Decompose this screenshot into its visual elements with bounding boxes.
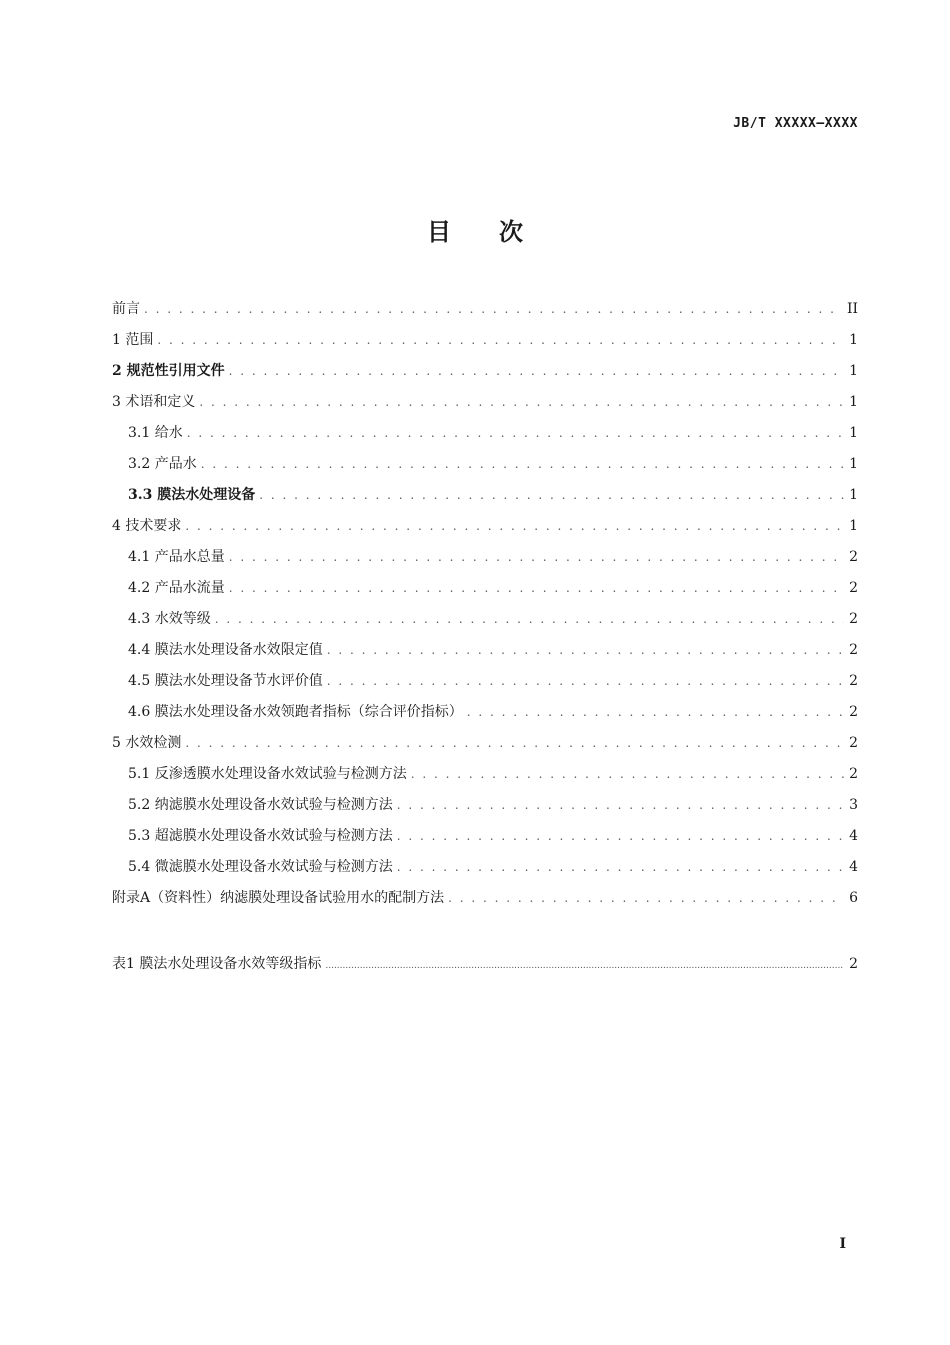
leader-dots: [411, 767, 844, 781]
toc-entry[interactable]: [112, 360, 858, 391]
toc-entry-page: 4: [849, 828, 858, 844]
toc-entry-page: 1: [849, 518, 858, 534]
table-entry-page: 2: [849, 956, 858, 972]
table-entry-label: 表1 膜法水处理设备水效等级指标: [112, 956, 322, 972]
toc-entry-label: 4.2 产品水流量: [128, 580, 225, 596]
toc-entry-label: 4.5 膜法水处理设备节水评价值: [128, 673, 323, 689]
leader-dots: [448, 891, 844, 905]
toc-entry-page: II: [846, 301, 858, 317]
toc-entry-label: 5.4 微滤膜水处理设备水效试验与检测方法: [128, 859, 393, 875]
toc-entry-label: 4.3 水效等级: [128, 611, 211, 627]
toc-entry-page: 1: [849, 363, 858, 379]
leader-dots: [327, 674, 844, 688]
toc-entry[interactable]: [112, 825, 858, 856]
leader-dots: [467, 705, 844, 719]
document-code: JB/T XXXXX—XXXX: [733, 116, 858, 131]
toc-entry-label: 4 技术要求: [112, 518, 182, 534]
toc-entry[interactable]: [112, 484, 858, 515]
page-title: 目次: [427, 218, 571, 246]
toc-entry[interactable]: [112, 701, 858, 732]
leader-dots: [157, 333, 844, 347]
toc-entry-label: 5.2 纳滤膜水处理设备水效试验与检测方法: [128, 797, 393, 813]
toc-entry[interactable]: [112, 887, 858, 918]
toc-entry[interactable]: [112, 422, 858, 453]
toc-entry-label: 5.3 超滤膜水处理设备水效试验与检测方法: [128, 828, 393, 844]
toc-entry[interactable]: [112, 670, 858, 701]
toc-entry[interactable]: [112, 546, 858, 577]
page-number: I: [839, 1236, 846, 1252]
toc-entry-label: 4.6 膜法水处理设备水效领跑者指标（综合评价指标）: [128, 704, 463, 720]
leader-dots: [215, 612, 844, 626]
toc-entry-page: 6: [849, 890, 858, 906]
toc-entry-page: 2: [849, 580, 858, 596]
toc-entry-page: 2: [849, 549, 858, 565]
toc-entry-page: 1: [849, 425, 858, 441]
toc-entry[interactable]: [112, 608, 858, 639]
toc-entry-page: 2: [849, 673, 858, 689]
leader-dots: [185, 519, 844, 533]
leader-dots: [259, 488, 844, 502]
toc-entry-page: 1: [849, 394, 858, 410]
list-of-tables: [112, 953, 858, 984]
toc-entry-label: 3.2 产品水: [128, 456, 197, 472]
toc-entry[interactable]: [112, 453, 858, 484]
leader-dots: [397, 829, 844, 843]
toc-entry[interactable]: [112, 794, 858, 825]
toc-entry-label: 5 水效检测: [112, 735, 182, 751]
toc-entry-page: 1: [849, 456, 858, 472]
leader-dots: [185, 736, 844, 750]
toc-entry[interactable]: [112, 856, 858, 887]
toc-entry[interactable]: [112, 639, 858, 670]
toc-entry[interactable]: [112, 391, 858, 422]
toc-entry-label: 3 术语和定义: [112, 394, 196, 410]
leader-dots: [199, 395, 844, 409]
toc-entry-label: 3.1 给水: [128, 425, 183, 441]
toc-entry-page: 2: [849, 766, 858, 782]
toc-entry-label: 附录A（资料性）纳滤膜处理设备试验用水的配制方法: [112, 890, 445, 906]
toc-entry-page: 1: [849, 487, 858, 503]
toc-entry-label: 5.1 反渗透膜水处理设备水效试验与检测方法: [128, 766, 407, 782]
toc-entry-page: 4: [849, 859, 858, 875]
toc-entry-label: 2 规范性引用文件: [112, 363, 225, 379]
leader-dots: [229, 364, 844, 378]
toc-entry-page: 2: [849, 704, 858, 720]
toc-entry[interactable]: [112, 763, 858, 794]
leader-dots: [229, 581, 844, 595]
toc-entry[interactable]: [112, 329, 858, 360]
leader-dots: [144, 302, 843, 316]
leader-dots: [327, 643, 844, 657]
leader-dots: [325, 961, 844, 971]
toc-entry-page: 1: [849, 332, 858, 348]
toc-entry[interactable]: [112, 515, 858, 546]
leader-dots: [397, 798, 844, 812]
toc-entry-label: 1 范围: [112, 332, 154, 348]
toc-entry-page: 2: [849, 611, 858, 627]
toc-entry[interactable]: [112, 577, 858, 608]
table-entry[interactable]: [112, 953, 858, 984]
table-of-contents: [112, 298, 858, 918]
leader-dots: [397, 860, 844, 874]
toc-entry[interactable]: [112, 298, 858, 329]
toc-entry-page: 3: [849, 797, 858, 813]
toc-entry-label: 4.4 膜法水处理设备水效限定值: [128, 642, 323, 658]
toc-entry-page: 2: [849, 642, 858, 658]
leader-dots: [201, 457, 844, 471]
leader-dots: [187, 426, 844, 440]
toc-entry-page: 2: [849, 735, 858, 751]
toc-entry-label: 3.3 膜法水处理设备: [128, 487, 256, 503]
leader-dots: [229, 550, 844, 564]
toc-entry-label: 4.1 产品水总量: [128, 549, 225, 565]
toc-entry-label: 前言: [112, 301, 140, 317]
toc-entry[interactable]: [112, 732, 858, 763]
